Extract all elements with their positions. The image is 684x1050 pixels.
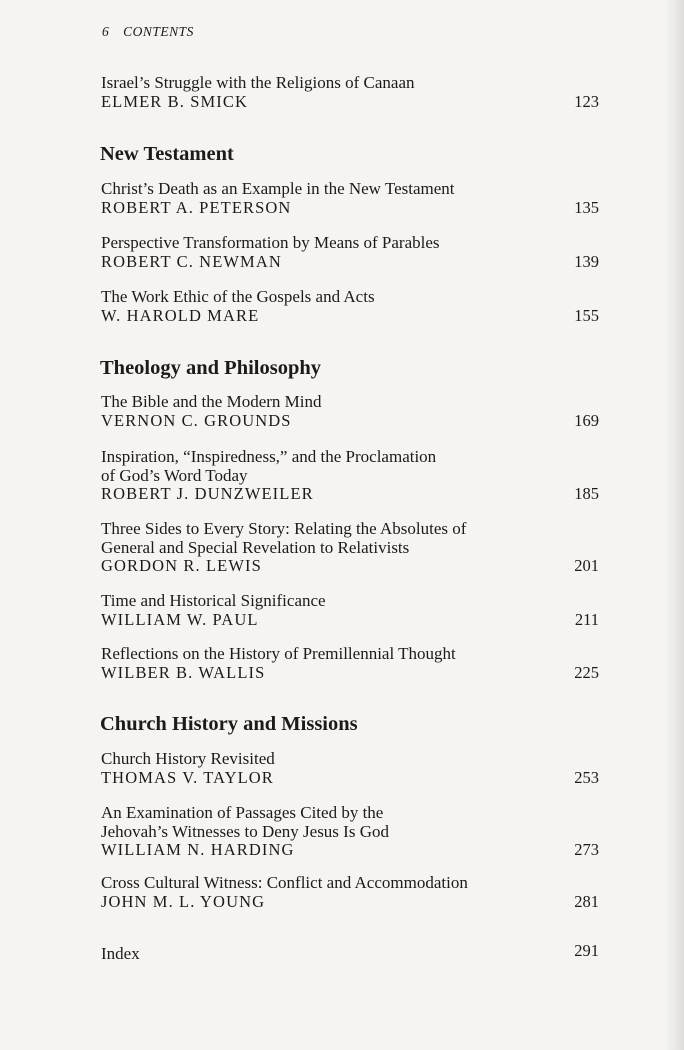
toc-entry-author: ROBERT A. PETERSON xyxy=(101,197,292,217)
toc-entry-title: Christ’s Death as an Example in the New Testament xyxy=(101,179,455,198)
toc-entry-title: Inspiration, “Inspiredness,” and the Proclamation xyxy=(101,447,437,466)
toc-entry-page: 123 xyxy=(574,91,599,111)
toc-entry[interactable] xyxy=(101,874,599,911)
running-head-page-number: 6 xyxy=(102,24,110,39)
toc-entry-page: 155 xyxy=(574,305,599,325)
toc-entry[interactable] xyxy=(101,180,599,217)
toc-entry-title: Time and Historical Significance xyxy=(101,591,326,610)
toc-entry-page: 201 xyxy=(574,556,599,575)
toc-entry-author: ROBERT J. DUNZWEILER xyxy=(101,484,314,503)
toc-entry-page: 225 xyxy=(574,662,599,682)
toc-entry-page: 211 xyxy=(574,609,599,629)
running-head xyxy=(102,24,194,40)
section-heading-church-history-missions: Church History and Missions xyxy=(100,713,358,735)
toc-entry[interactable] xyxy=(101,448,599,504)
toc-entry[interactable] xyxy=(101,234,599,271)
toc-entry-title: An Examination of Passages Cited by the xyxy=(101,803,384,822)
toc-entry-title: The Work Ethic of the Gospels and Acts xyxy=(101,287,375,306)
toc-entry-page: 273 xyxy=(574,840,599,859)
toc-entry-page: 185 xyxy=(574,484,599,503)
toc-entry[interactable] xyxy=(101,645,599,682)
toc-entry-title: The Bible and the Modern Mind xyxy=(101,392,322,411)
toc-entry[interactable] xyxy=(101,750,599,787)
running-head-title: CONTENTS xyxy=(123,24,194,39)
section-heading-new-testament: New Testament xyxy=(100,143,234,165)
toc-entry[interactable] xyxy=(101,74,599,111)
toc-entry[interactable] xyxy=(101,393,599,430)
toc-entry-page: 253 xyxy=(574,767,599,787)
toc-entry-author: GORDON R. LEWIS xyxy=(101,556,262,575)
toc-entry-title: Reflections on the History of Premillennial Thought xyxy=(101,644,456,663)
toc-entry-author: W. HAROLD MARE xyxy=(101,305,260,325)
toc-entry-title: Church History Revisited xyxy=(101,749,275,768)
toc-entry-title: Three Sides to Every Story: Relating the Absolutes of xyxy=(101,519,467,538)
toc-entry-author: WILBER B. WALLIS xyxy=(101,662,266,682)
toc-entry-title-line2: of God’s Word Today xyxy=(101,465,248,485)
toc-entry-title: Cross Cultural Witness: Conflict and Accommodation xyxy=(101,873,468,892)
toc-entry-author: THOMAS V. TAYLOR xyxy=(101,767,274,787)
section-heading-theology-philosophy: Theology and Philosophy xyxy=(100,357,322,379)
toc-entry-author: JOHN M. L. YOUNG xyxy=(101,891,266,911)
toc-entry[interactable] xyxy=(101,592,599,629)
toc-entry-title-line2: Jehovah’s Witnesses to Deny Jesus Is God xyxy=(101,821,389,841)
toc-index-entry[interactable] xyxy=(101,941,599,964)
toc-index-page: 291 xyxy=(574,941,599,960)
toc-index-label: Index xyxy=(101,944,140,963)
toc-entry[interactable] xyxy=(101,804,599,860)
toc-entry-page: 139 xyxy=(574,251,599,271)
toc-entry-author: VERNON C. GROUNDS xyxy=(101,410,292,430)
toc-entry-title: Perspective Transformation by Means of Parables xyxy=(101,233,440,252)
toc-entry-page: 135 xyxy=(574,197,599,217)
toc-entry-title: Israel’s Struggle with the Religions of Canaan xyxy=(101,73,415,92)
toc-entry-author: WILLIAM W. PAUL xyxy=(101,609,259,629)
toc-entry-page: 169 xyxy=(574,410,599,430)
toc-entry-author: WILLIAM N. HARDING xyxy=(101,840,295,859)
toc-entry-page: 281 xyxy=(574,891,599,911)
toc-entry-author: ROBERT C. NEWMAN xyxy=(101,251,282,271)
toc-entry[interactable] xyxy=(101,520,599,576)
toc-entry-author: ELMER B. SMICK xyxy=(101,91,248,111)
toc-entry[interactable] xyxy=(101,288,599,325)
page-edge-shadow xyxy=(664,0,684,1050)
toc-entry-title-line2: General and Special Revelation to Relativists xyxy=(101,537,410,557)
